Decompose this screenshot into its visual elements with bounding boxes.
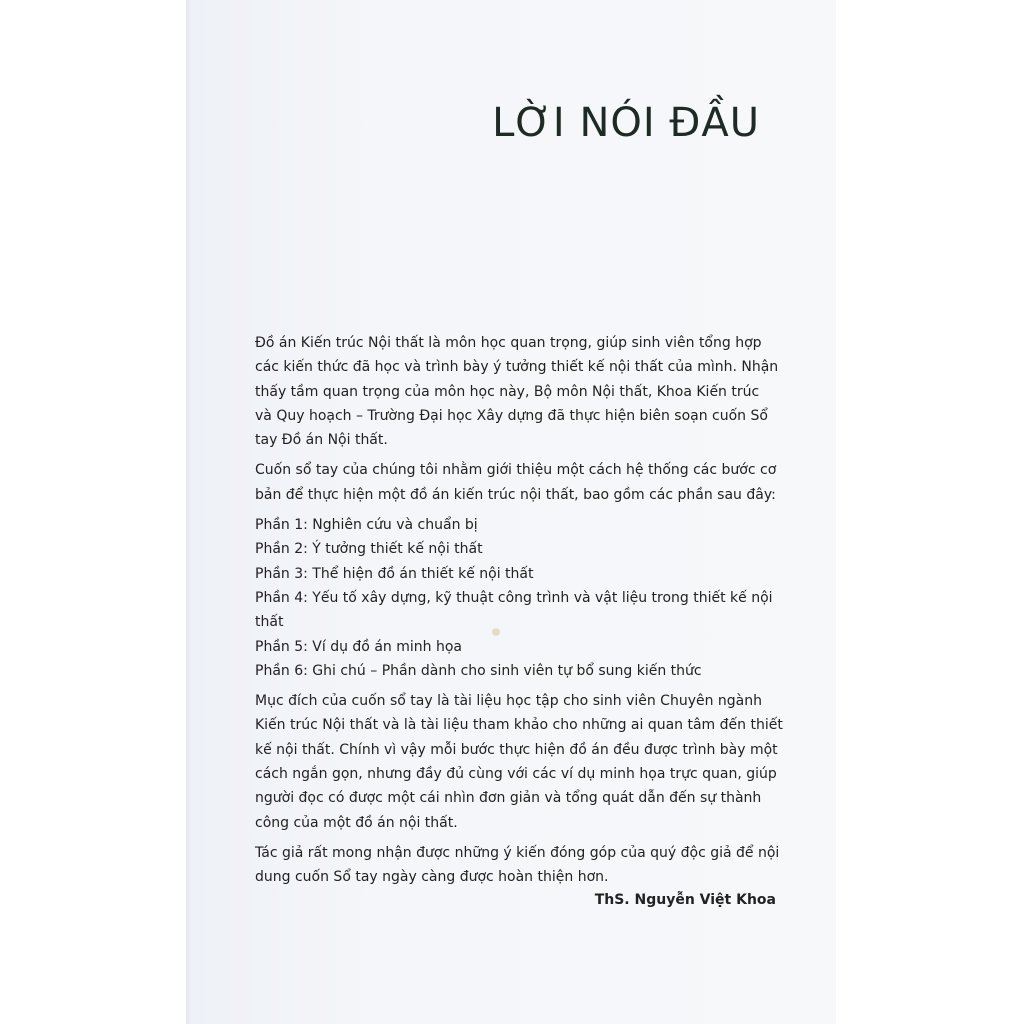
text-line: Mục đích của cuốn sổ tay là tài liệu học tập cho sinh viên Chuyên ngành [255, 693, 763, 710]
text-line: Cuốn sổ tay của chúng tôi nhằm giới thiệu một cách hệ thống các bước cơ [255, 462, 777, 479]
text-line: Đồ án Kiến trúc Nội thất là môn học quan trọng, giúp sinh viên tổng hợp [255, 335, 762, 351]
text-line: Kiến trúc Nội thất và là tài liệu tham khảo cho những ai quan tâm đến thiết [255, 717, 783, 734]
text-line: kế nội thất. Chính vì vậy mỗi bước thực hiện đồ án đều được trình bày một [255, 741, 778, 758]
section-item: Phần 1: Nghiên cứu và chuẩn bị [255, 517, 478, 534]
author-signature: ThS. Nguyễn Việt Khoa [594, 892, 776, 908]
text-line: và Quy hoạch – Trường Đại học Xây dựng đã thực hiện biên soạn cuốn Sổ [255, 407, 768, 424]
section-list [255, 513, 775, 683]
text-line: dung cuốn Sổ tay ngày càng được hoàn thiện hơn. [255, 869, 609, 886]
section-item: Phần 2: Ý tưởng thiết kế nội thất [255, 541, 483, 558]
page-edge-shadow [186, 0, 192, 1024]
text-line: công của một đồ án nội thất. [255, 814, 458, 831]
text-line: người đọc có được một cái nhìn đơn giản và tổng quát dẫn đến sự thành [255, 790, 762, 807]
section-item: Phần 6: Ghi chú – Phần dành cho sinh viên tự bổ sung kiến thức [255, 662, 702, 679]
text-line: tay Đồ án Nội thất. [255, 432, 388, 449]
section-item: Phần 4: Yếu tố xây dựng, kỹ thuật công trình và vật liệu trong thiết kế nội [255, 589, 773, 606]
paragraph-purpose [255, 689, 783, 835]
section-item: Phần 3: Thể hiện đồ án thiết kế nội thất [255, 565, 534, 582]
section-item: Phần 5: Ví dụ đồ án minh họa [255, 638, 462, 655]
text-line: cách ngắn gọn, nhưng đầy đủ cùng với các ví dụ minh họa trực quan, giúp [255, 766, 777, 783]
preface-body [255, 331, 783, 896]
paragraph-overview [255, 458, 775, 507]
section-item: thất [255, 614, 284, 631]
text-line: bản để thực hiện một đồ án kiến trúc nội thất, bao gồm các phần sau đây: [255, 486, 776, 503]
paragraph-closing [255, 841, 780, 890]
page-title: LỜI NÓI ĐẦU [492, 100, 760, 146]
paragraph-intro [255, 331, 779, 452]
text-line: thấy tầm quan trọng của môn học này, Bộ môn Nội thất, Khoa Kiến trúc [255, 383, 760, 400]
text-line: Tác giả rất mong nhận được những ý kiến đóng góp của quý độc giả để nội [255, 844, 780, 861]
text-line: các kiến thức đã học và trình bày ý tưởng thiết kế nội thất của mình. Nhận [255, 359, 779, 376]
